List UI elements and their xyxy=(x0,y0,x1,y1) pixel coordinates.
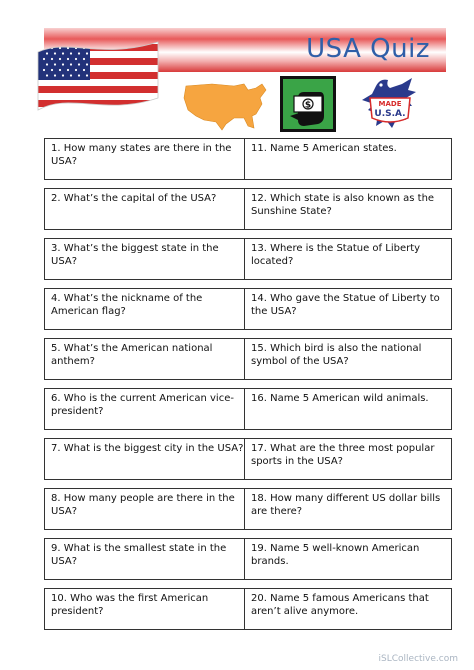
question-box-8: 8. How many people are there in the USA? xyxy=(44,488,252,530)
footer-watermark: iSLCollective.com xyxy=(378,654,458,664)
svg-text:$: $ xyxy=(304,100,312,111)
question-box-11: 11. Name 5 American states. xyxy=(244,138,452,180)
dollar-hand-icon xyxy=(280,76,336,132)
question-box-1: 1. How many states are there in the USA? xyxy=(44,138,252,180)
question-box-4: 4. What’s the nickname of the American flag? xyxy=(44,288,252,330)
question-box-14: 14. Who gave the Statue of Liberty to the USA? xyxy=(244,288,452,330)
seal-text-usa: U.S.A. xyxy=(374,109,406,119)
question-box-18: 18. How many different US dollar bills are there? xyxy=(244,488,452,530)
question-box-6: 6. Who is the current American vice-president? xyxy=(44,388,252,430)
page-title: USA Quiz xyxy=(306,34,430,64)
made-in-usa-eagle-logo xyxy=(358,76,420,134)
seal-text-made: MADE xyxy=(378,100,402,108)
question-box-13: 13. Where is the Statue of Liberty located? xyxy=(244,238,452,280)
question-box-17: 17. What are the three most popular sports in the USA? xyxy=(244,438,452,480)
question-box-20: 20. Name 5 famous Americans that aren’t alive anymore. xyxy=(244,588,452,630)
question-box-19: 19. Name 5 well-known American brands. xyxy=(244,538,452,580)
question-box-5: 5. What’s the American national anthem? xyxy=(44,338,252,380)
question-box-12: 12. Which state is also known as the Sunshine State? xyxy=(244,188,452,230)
question-box-10: 10. Who was the first American president? xyxy=(44,588,252,630)
question-box-7: 7. What is the biggest city in the USA? xyxy=(44,438,252,480)
question-box-2: 2. What’s the capital of the USA? xyxy=(44,188,252,230)
question-box-3: 3. What’s the biggest state in the USA? xyxy=(44,238,252,280)
usa-flag-image xyxy=(30,30,165,120)
question-box-15: 15. Which bird is also the national symbol of the USA? xyxy=(244,338,452,380)
usa-map-image xyxy=(182,80,268,132)
question-box-9: 9. What is the smallest state in the USA? xyxy=(44,538,252,580)
question-box-16: 16. Name 5 American wild animals. xyxy=(244,388,452,430)
